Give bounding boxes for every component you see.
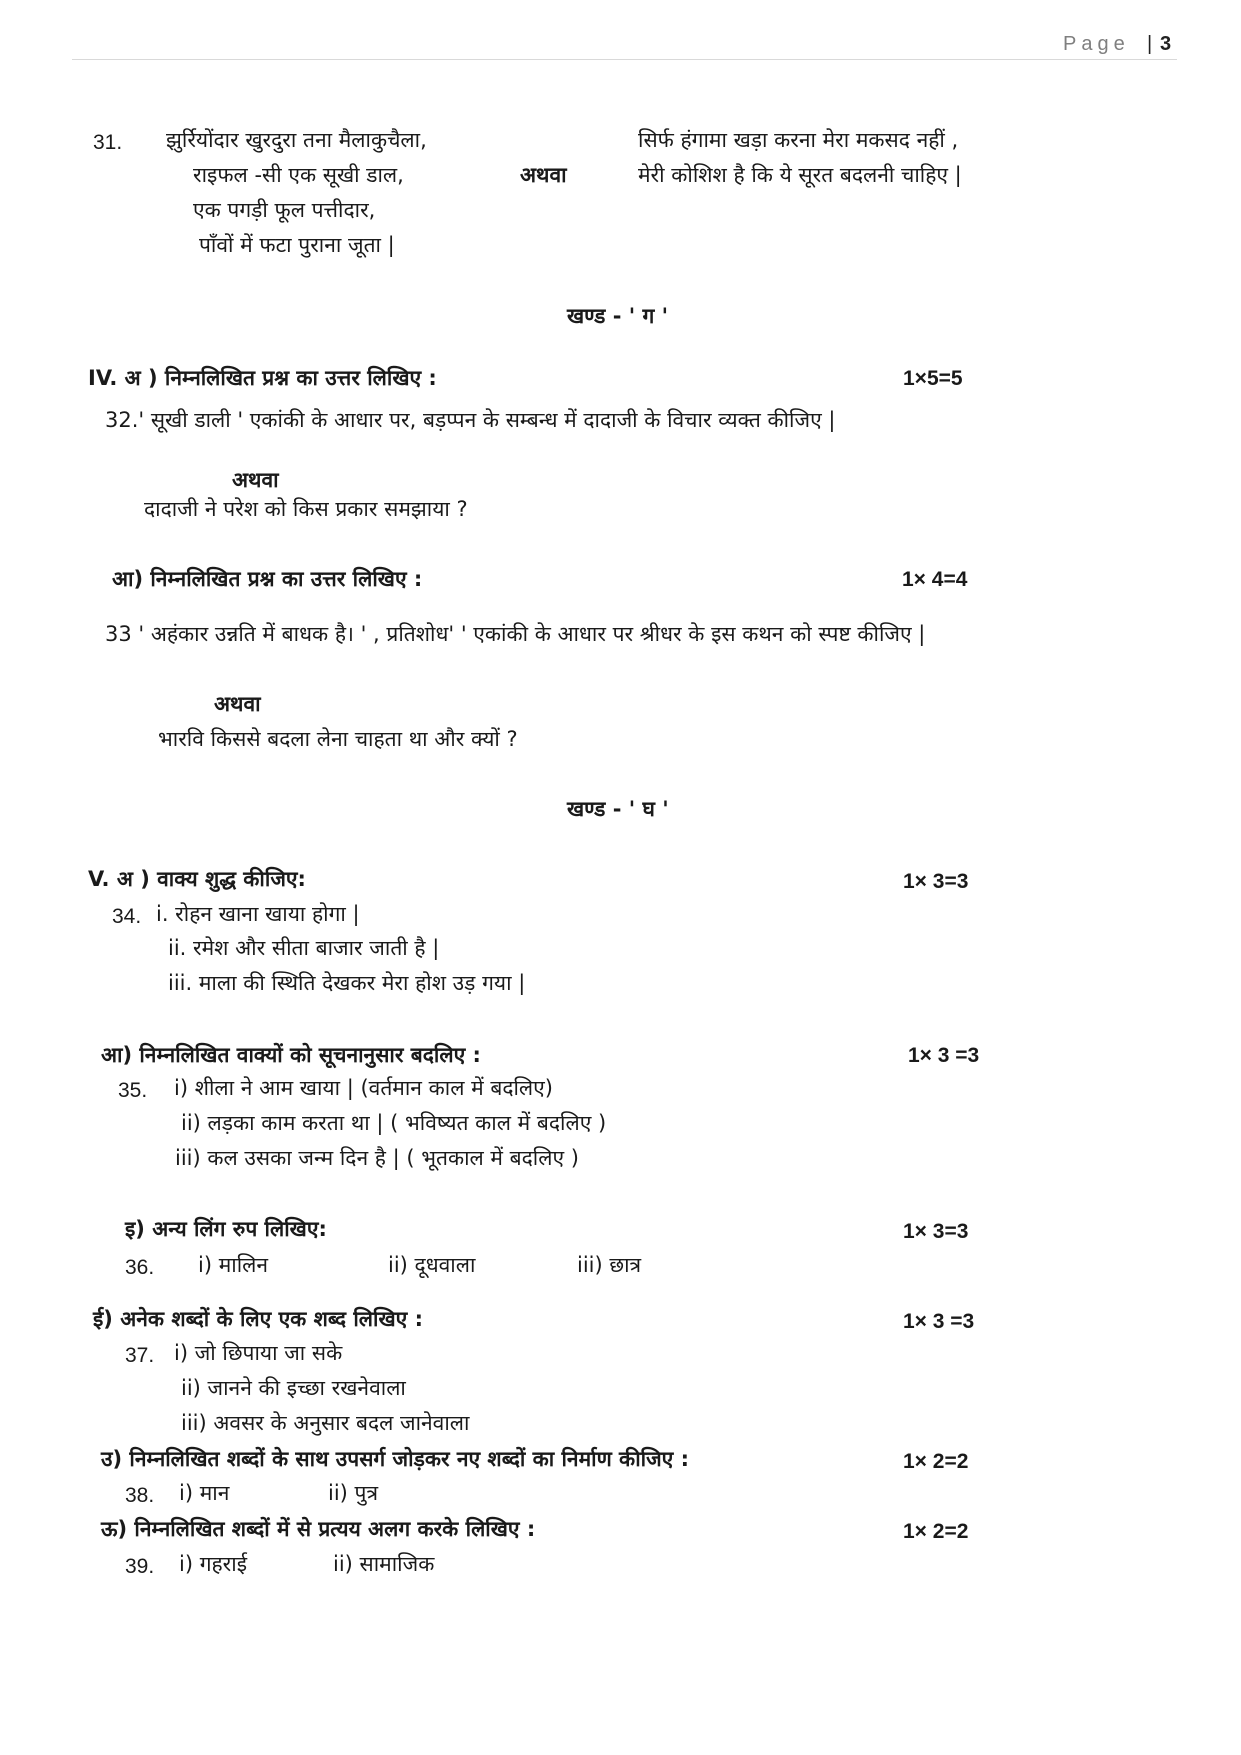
list-item: i) मान (179, 1481, 230, 1505)
marks: 1× 2=2 (903, 1450, 969, 1473)
list-item: ii) दूधवाला (388, 1253, 476, 1277)
poem-line: पाँवों में फटा पुराना जूता | (199, 233, 395, 257)
section-heading: IV. अ ) निम्नलिखित प्रश्न का उत्तर लिखिए : (88, 366, 437, 390)
header-rule (72, 59, 1177, 60)
or-label: अथवा (232, 468, 279, 492)
list-item: ii) जानने की इच्छा रखनेवाला (181, 1376, 406, 1400)
list-item: ii) पुत्र (328, 1481, 379, 1505)
or-label: अथवा (214, 692, 261, 716)
couplet-line: सिर्फ हंगामा खड़ा करना मेरा मकसद नहीं , (638, 128, 959, 152)
section-heading: V. अ ) वाक्य शुद्ध कीजिए: (88, 867, 306, 891)
question-number: 39. (125, 1555, 155, 1578)
marks: 1× 4=4 (902, 568, 968, 591)
poem-line: झुर्रियोंदार खुरदुरा तना मैलाकुचैला, (166, 128, 427, 152)
list-item: i) गहराई (179, 1552, 248, 1576)
list-item: i. रोहन खाना खाया होगा | (156, 902, 360, 926)
question-33: 33 ' अहंकार उन्नति में बाधक है। ' , प्रतिशोध' ' एकांकी के आधार पर श्रीधर के इस कथन को स्पष्ट कीजिए | (105, 622, 926, 646)
marks: 1× 3 =3 (908, 1044, 980, 1067)
page-number: 3 (1160, 33, 1172, 55)
question-number: 31. (93, 131, 123, 154)
section-heading: ई) अनेक शब्दों के लिए एक शब्द लिखिए : (93, 1307, 423, 1331)
marks: 1× 3=3 (903, 1220, 969, 1243)
question-number: 38. (125, 1484, 155, 1507)
question-number: 37. (125, 1344, 155, 1367)
alternate-question: भारवि किससे बदला लेना चाहता था और क्यों ? (158, 727, 518, 751)
poem-line: राइफल -सी एक सूखी डाल, (193, 163, 404, 187)
list-item: i) मालिन (198, 1253, 269, 1277)
section-title: खण्ड - ' घ ' (567, 797, 669, 821)
question-number: 35. (118, 1079, 148, 1102)
list-item: iii) कल उसका जन्म दिन है | ( भूतकाल में बदलिए ) (175, 1146, 579, 1170)
page-separator: | (1147, 33, 1153, 55)
list-item: iii) छात्र (577, 1253, 642, 1277)
marks: 1× 3=3 (903, 870, 969, 893)
couplet-line: मेरी कोशिश है कि ये सूरत बदलनी चाहिए | (638, 163, 962, 187)
marks: 1× 2=2 (903, 1520, 969, 1543)
list-item: ii) सामाजिक (333, 1552, 435, 1576)
list-item: ii. रमेश और सीता बाजार जाती है | (168, 936, 440, 960)
marks: 1×5=5 (903, 367, 963, 390)
list-item: ii) लड़का काम करता था | ( भविष्यत काल में बदलिए ) (181, 1111, 607, 1135)
list-item: i) शीला ने आम खाया | (वर्तमान काल में बदलिए) (174, 1076, 553, 1100)
section-heading: आ) निम्नलिखित प्रश्न का उत्तर लिखिए : (112, 567, 423, 591)
section-heading: आ) निम्नलिखित वाक्यों को सूचनानुसार बदलिए : (101, 1043, 481, 1067)
list-item: i) जो छिपाया जा सके (174, 1341, 343, 1365)
section-title: खण्ड - ' ग ' (567, 304, 669, 328)
list-item: iii) अवसर के अनुसार बदल जानेवाला (181, 1411, 470, 1435)
alternate-question: दादाजी ने परेश को किस प्रकार समझाया ? (144, 497, 468, 521)
section-heading: उ) निम्नलिखित शब्दों के साथ उपसर्ग जोड़कर नए शब्दों का निर्माण कीजिए : (101, 1447, 689, 1471)
question-number: 34. (112, 905, 142, 928)
question-number: 36. (125, 1256, 155, 1279)
section-heading: इ) अन्य लिंग रुप लिखिए: (125, 1217, 327, 1241)
section-heading: ऊ) निम्नलिखित शब्दों में से प्रत्यय अलग करके लिखिए : (101, 1517, 536, 1541)
page-label: Page (1063, 33, 1130, 55)
marks: 1× 3 =3 (903, 1310, 975, 1333)
question-32: 32.' सूखी डाली ' एकांकी के आधार पर, बड़प्पन के सम्बन्ध में दादाजी के विचार व्यक्त कीजिए | (105, 408, 836, 432)
list-item: iii. माला की स्थिति देखकर मेरा होश उड़ गया | (168, 971, 526, 995)
or-label: अथवा (520, 163, 567, 187)
poem-line: एक पगड़ी फूल पत्तीदार, (193, 198, 376, 222)
